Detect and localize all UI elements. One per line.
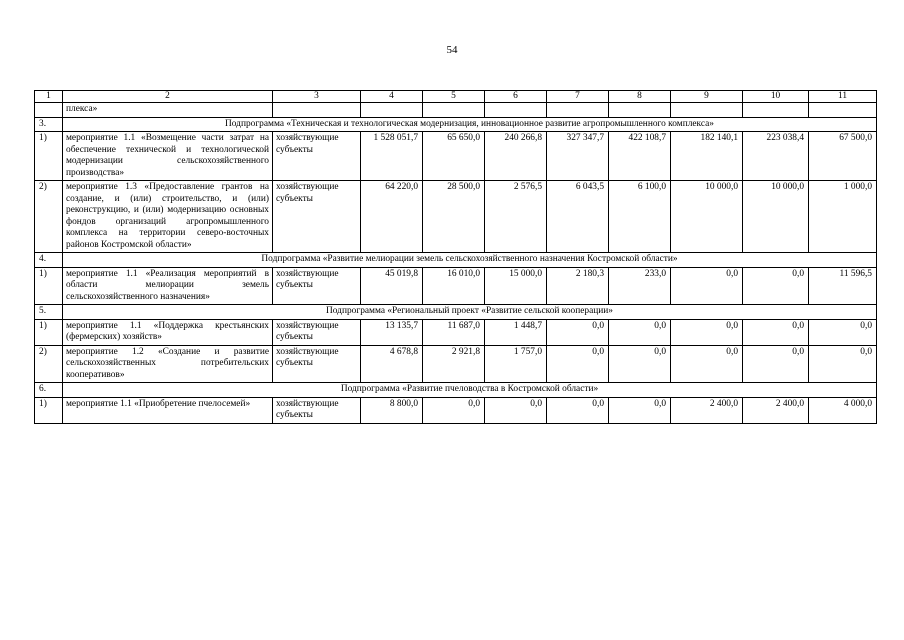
row-description: мероприятие 1.1 «Реализация мероприятий в области мелиорации земель сельскохозяйственного назначения»	[63, 267, 273, 305]
row-value: 233,0	[609, 267, 671, 305]
budget-table	[34, 90, 877, 424]
row-value: 0,0	[609, 345, 671, 383]
col-header: 10	[743, 91, 809, 103]
section-row	[35, 383, 877, 398]
row-number: 1)	[35, 267, 63, 305]
row-number: 2)	[35, 181, 63, 253]
header-row	[35, 91, 877, 103]
row-description: мероприятие 1.1 «Поддержка крестьянских (фермерских) хозяйств»	[63, 319, 273, 345]
col-header: 6	[485, 91, 547, 103]
empty-cell	[609, 103, 671, 118]
section-row	[35, 305, 877, 320]
section-row	[35, 253, 877, 268]
row-executor: хозяйствующие субъекты	[273, 267, 361, 305]
empty-cell	[743, 103, 809, 118]
row-value: 2 921,8	[423, 345, 485, 383]
page-number: 54	[446, 44, 458, 56]
table-row	[35, 181, 877, 253]
row-value: 2 400,0	[743, 397, 809, 423]
empty-cell	[273, 103, 361, 118]
row-description: мероприятие 1.1 «Приобретение пчелосемей»	[63, 397, 273, 423]
row-value: 10 000,0	[743, 181, 809, 253]
row-value: 67 500,0	[809, 132, 877, 181]
continuation-text: плекса»	[63, 103, 273, 118]
row-value: 0,0	[609, 319, 671, 345]
row-number: 1)	[35, 319, 63, 345]
row-value: 0,0	[671, 319, 743, 345]
row-executor: хозяйствующие субъекты	[273, 132, 361, 181]
section-title: Подпрограмма «Техническая и технологическая модернизация, инновационное развитие агропромышленного комплекса»	[63, 117, 877, 132]
row-value: 240 266,8	[485, 132, 547, 181]
row-value: 2 180,3	[547, 267, 609, 305]
section-title: Подпрограмма «Развитие мелиорации земель сельскохозяйственного назначения Костромской области»	[63, 253, 877, 268]
col-header: 1	[35, 91, 63, 103]
row-value: 2 576,5	[485, 181, 547, 253]
col-header: 9	[671, 91, 743, 103]
row-value: 0,0	[743, 267, 809, 305]
row-value: 0,0	[547, 319, 609, 345]
row-value: 1 448,7	[485, 319, 547, 345]
section-row	[35, 117, 877, 132]
row-value: 223 038,4	[743, 132, 809, 181]
section-number: 5.	[35, 305, 63, 320]
empty-cell	[35, 103, 63, 118]
row-executor: хозяйствующие субъекты	[273, 397, 361, 423]
section-title: Подпрограмма «Развитие пчеловодства в Костромской области»	[63, 383, 877, 398]
empty-cell	[423, 103, 485, 118]
row-value: 64 220,0	[361, 181, 423, 253]
row-value: 13 135,7	[361, 319, 423, 345]
row-value: 15 000,0	[485, 267, 547, 305]
row-value: 1 000,0	[809, 181, 877, 253]
table-row	[35, 319, 877, 345]
section-number: 6.	[35, 383, 63, 398]
row-value: 0,0	[609, 397, 671, 423]
col-header: 3	[273, 91, 361, 103]
row-value: 45 019,8	[361, 267, 423, 305]
row-value: 0,0	[671, 345, 743, 383]
row-executor: хозяйствующие субъекты	[273, 319, 361, 345]
row-value: 28 500,0	[423, 181, 485, 253]
row-description: мероприятие 1.2 «Создание и развитие сельскохозяйственных потребительских кооперативов»	[63, 345, 273, 383]
col-header: 4	[361, 91, 423, 103]
row-description: мероприятие 1.3 «Предоставление грантов на создание, и (или) строительство, и (или) реконструкцию, и (или) модернизацию основных фондов организаций агропромышленного комплекса на территории северо-восточных районов Костромской области»	[63, 181, 273, 253]
row-value: 0,0	[547, 345, 609, 383]
empty-cell	[361, 103, 423, 118]
col-header: 11	[809, 91, 877, 103]
row-value: 16 010,0	[423, 267, 485, 305]
table-row	[35, 267, 877, 305]
row-value: 0,0	[809, 319, 877, 345]
section-number: 4.	[35, 253, 63, 268]
row-value: 4 678,8	[361, 345, 423, 383]
empty-cell	[671, 103, 743, 118]
row-value: 6 100,0	[609, 181, 671, 253]
row-value: 0,0	[671, 267, 743, 305]
col-header: 8	[609, 91, 671, 103]
row-value: 0,0	[743, 345, 809, 383]
table-row	[35, 132, 877, 181]
row-value: 6 043,5	[547, 181, 609, 253]
row-value: 11 687,0	[423, 319, 485, 345]
row-value: 11 596,5	[809, 267, 877, 305]
section-title: Подпрограмма «Региональный проект «Развитие сельской кооперации»	[63, 305, 877, 320]
table-row	[35, 345, 877, 383]
row-value: 8 800,0	[361, 397, 423, 423]
row-value: 422 108,7	[609, 132, 671, 181]
row-value: 327 347,7	[547, 132, 609, 181]
row-value: 1 757,0	[485, 345, 547, 383]
continuation-row	[35, 103, 877, 118]
col-header: 7	[547, 91, 609, 103]
row-value: 0,0	[547, 397, 609, 423]
row-value: 10 000,0	[671, 181, 743, 253]
row-number: 1)	[35, 397, 63, 423]
row-executor: хозяйствующие субъекты	[273, 181, 361, 253]
row-value: 4 000,0	[809, 397, 877, 423]
row-value: 0,0	[423, 397, 485, 423]
row-number: 1)	[35, 132, 63, 181]
empty-cell	[809, 103, 877, 118]
row-value: 2 400,0	[671, 397, 743, 423]
row-executor: хозяйствующие субъекты	[273, 345, 361, 383]
table-row	[35, 397, 877, 423]
section-number: 3.	[35, 117, 63, 132]
col-header: 5	[423, 91, 485, 103]
row-description: мероприятие 1.1 «Возмещение части затрат на обеспечение технической и технологической модернизации сельскохозяйственного производства»	[63, 132, 273, 181]
row-value: 1 528 051,7	[361, 132, 423, 181]
empty-cell	[547, 103, 609, 118]
row-value: 65 650,0	[423, 132, 485, 181]
row-value: 0,0	[485, 397, 547, 423]
row-value: 0,0	[809, 345, 877, 383]
col-header: 2	[63, 91, 273, 103]
row-number: 2)	[35, 345, 63, 383]
row-value: 0,0	[743, 319, 809, 345]
row-value: 182 140,1	[671, 132, 743, 181]
empty-cell	[485, 103, 547, 118]
